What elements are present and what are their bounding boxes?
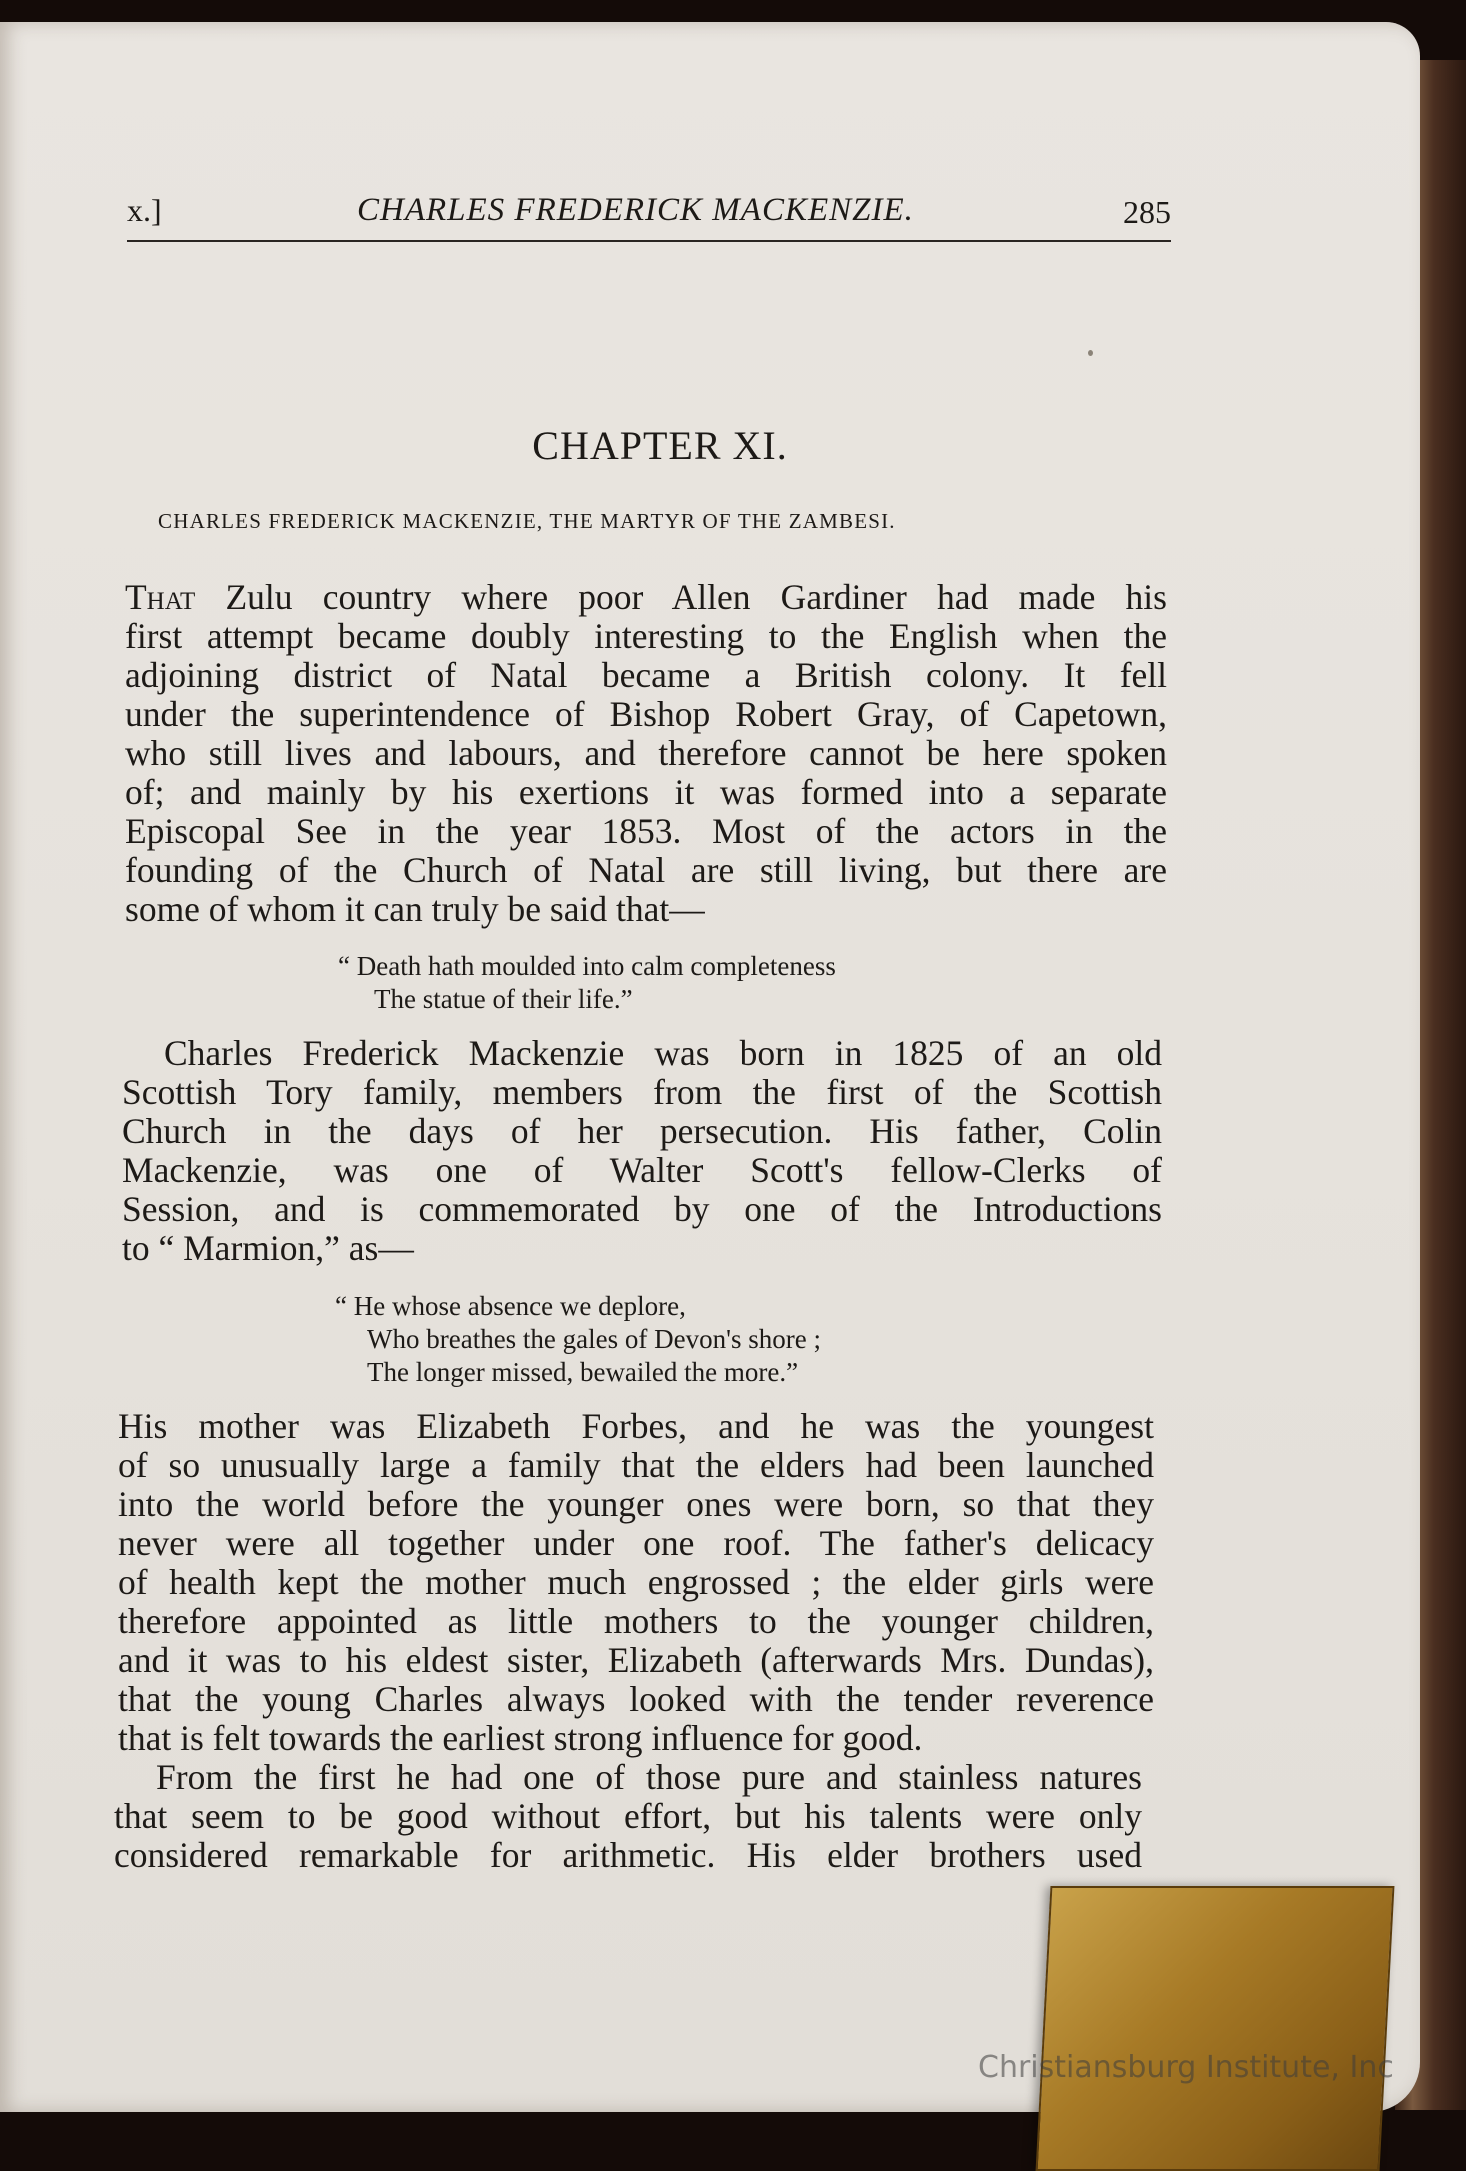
verse-line: “ Death hath moulded into calm completeness bbox=[338, 951, 836, 981]
paragraph-line: therefore appointed as little mothers to the younger children, bbox=[118, 1601, 1154, 1641]
verse-line: The statue of their life.” bbox=[374, 984, 633, 1014]
paragraph-line: under the superintendence of Bishop Robert Gray, of Capetown, bbox=[125, 694, 1167, 734]
paragraph-line: Session, and is commemorated by one of the Introductions bbox=[122, 1189, 1162, 1229]
paragraph-line: to “ Marmion,” as— bbox=[122, 1228, 414, 1268]
paragraph-2 bbox=[122, 1034, 1162, 1268]
paragraph-line: Scottish Tory family, members from the first of the Scottish bbox=[122, 1072, 1162, 1112]
paragraph-1 bbox=[125, 578, 1167, 929]
header-chapter-number: x.] bbox=[127, 192, 162, 228]
paragraph-line: into the world before the younger ones were born, so that they bbox=[118, 1484, 1154, 1524]
paragraph-line: From the first he had one of those pure and stainless natures bbox=[156, 1757, 1142, 1797]
paragraph-line: That Zulu country where poor Allen Gardiner had made his bbox=[125, 577, 1167, 617]
paragraph-line: that is felt towards the earliest strong influence for good. bbox=[118, 1718, 923, 1758]
paragraph-4 bbox=[114, 1758, 1142, 1875]
paragraph-line: considered remarkable for arithmetic. His elder brothers used bbox=[114, 1835, 1142, 1875]
paragraph-line: never were all together under one roof. The father's delicacy bbox=[118, 1523, 1154, 1563]
header-running-title: CHARLES FREDERICK MACKENZIE. bbox=[357, 192, 914, 228]
paragraph-line: first attempt became doubly interesting to the English when the bbox=[125, 616, 1167, 656]
paper-spot bbox=[1088, 350, 1093, 356]
paragraph-3 bbox=[118, 1407, 1154, 1758]
drop-lead-word: That bbox=[125, 577, 196, 617]
paragraph-line: of so unusually large a family that the elders had been launched bbox=[118, 1445, 1154, 1485]
paragraph-line: Mackenzie, was one of Walter Scott's fellow-Clerks of bbox=[122, 1150, 1162, 1190]
paragraph-line: and it was to his eldest sister, Elizabeth (afterwards Mrs. Dundas), bbox=[118, 1640, 1154, 1680]
paragraph-line: who still lives and labours, and therefore cannot be here spoken bbox=[125, 733, 1167, 773]
verse-line: “ He whose absence we deplore, bbox=[335, 1291, 686, 1321]
paragraph-line: some of whom it can truly be said that— bbox=[125, 889, 705, 929]
paragraph-line: Church in the days of her persecution. His father, Colin bbox=[122, 1111, 1162, 1151]
verse-line: Who breathes the gales of Devon's shore ; bbox=[367, 1324, 821, 1354]
paragraph-line: His mother was Elizabeth Forbes, and he was the youngest bbox=[118, 1406, 1154, 1446]
chapter-subtitle: CHARLES FREDERICK MACKENZIE, THE MARTYR OF THE ZAMBESI. bbox=[158, 509, 896, 533]
verse-line: The longer missed, bewailed the more.” bbox=[367, 1357, 799, 1387]
paragraph-line: of health kept the mother much engrossed ; the elder girls were bbox=[118, 1562, 1154, 1602]
chapter-title: CHAPTER XI. bbox=[532, 423, 788, 468]
watermark: Christiansburg Institute, Inc bbox=[978, 2050, 1394, 2085]
verse-quote-1 bbox=[338, 950, 836, 1016]
paragraph-line: of; and mainly by his exertions it was formed into a separate bbox=[125, 772, 1167, 812]
page-number: 285 bbox=[1123, 194, 1171, 230]
paragraph-line: that the young Charles always looked with the tender reverence bbox=[118, 1679, 1154, 1719]
paragraph-line: adjoining district of Natal became a British colony. It fell bbox=[125, 655, 1167, 695]
paragraph-line: Episcopal See in the year 1853. Most of the actors in the bbox=[125, 811, 1167, 851]
verse-quote-2 bbox=[335, 1290, 821, 1389]
paragraph-line: Charles Frederick Mackenzie was born in 1825 of an old bbox=[164, 1033, 1162, 1073]
running-header bbox=[127, 188, 1171, 242]
paragraph-line: founding of the Church of Natal are still living, but there are bbox=[125, 850, 1167, 890]
brass-page-weight bbox=[1036, 1886, 1395, 2171]
paragraph-line: that seem to be good without effort, but his talents were only bbox=[114, 1796, 1142, 1836]
